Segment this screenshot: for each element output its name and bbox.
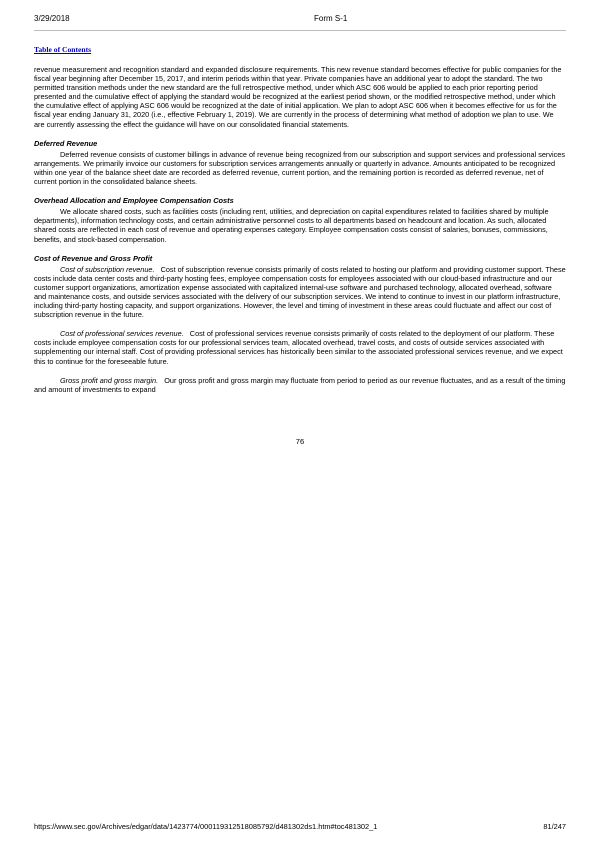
lead-cost-of-subscription: Cost of subscription revenue.	[60, 264, 155, 274]
header-date: 3/29/2018	[34, 14, 70, 23]
document-body	[34, 65, 566, 404]
page-number: 76	[295, 437, 305, 446]
footer-url: https://www.sec.gov/Archives/edgar/data/1423774/000119312518085792/d481302ds1.htm#toc481302_1	[34, 822, 378, 831]
text-cost-of-subscription: Cost of subscription revenue consists primarily of costs related to hosting our platform and providing customer support. These costs include data center costs and third-party hosting fees, employee compensation costs for employees associated with our cloud-based infrastructure and our customer support organizations, amortization expense associated with capitalized internal-use software and purchased technology, allocated overhead, software and maintenance costs, and outside services associated with the delivery of our subscription services. We intend to continue to invest in our platform infrastructure, including third-party hosting capacity, and support organizations. However, the level and timing of investment in these areas could fluctuate and affect our cost of subscription revenue in the future.	[34, 264, 566, 320]
table-of-contents-link[interactable]: Table of Contents	[34, 45, 92, 54]
paragraph-cost-of-subscription	[34, 265, 566, 320]
header-divider	[34, 30, 566, 31]
heading-overhead-allocation: Overhead Allocation and Employee Compensation Costs	[34, 196, 234, 206]
paragraph-deferred-revenue: Deferred revenue consists of customer billings in advance of revenue being recognized from our subscription and support services and professional services arrangements. We primarily invoice our customers for subscription services arrangements annually or quarterly in advance. Amounts anticipated to be recognized within one year of the balance sheet date are recorded as deferred revenue, current portion, and the remaining portion is recorded as deferred revenue, net of current portion in the consolidated balance sheets.	[34, 149, 565, 187]
heading-cost-of-revenue: Cost of Revenue and Gross Profit	[34, 253, 153, 263]
heading-deferred-revenue: Deferred Revenue	[34, 138, 98, 148]
page-header	[34, 14, 566, 24]
paragraph-overhead-allocation: We allocate shared costs, such as facilities costs (including rent, utilities, and depreciation on capital expenditures related to facilities shared by multiple departments), information technology costs, and certain administrative personnel costs to all departments based on headcount and location. As such, allocated shared costs are reflected in each cost of revenue and operating expenses category. Employee compensation costs consist of salaries, bonuses, commissions, benefits, and stock-based compensation.	[34, 207, 549, 244]
paragraph-cost-of-professional-services	[34, 329, 566, 365]
lead-cost-of-professional-services: Cost of professional services revenue.	[60, 329, 184, 339]
paragraph-gross-profit	[34, 376, 566, 394]
lead-gross-profit: Gross profit and gross margin.	[60, 375, 159, 385]
footer-page-count: 81/247	[543, 822, 566, 831]
text-cost-of-professional-services: Cost of professional services revenue consists primarily of costs related to the deployment of our platform. These costs include employee compensation costs for our professional services team, allocated overhead, travel costs, and costs of outside services associated with supplementing our internal staff. Cost of providing professional services has historically been similar to the associated professional services revenue, and we expect this to continue for the foreseeable future.	[34, 329, 563, 366]
paragraph-asc606: revenue measurement and recognition standard and expanded disclosure requirements. This new revenue standard becomes effective for public companies for the fiscal year beginning after December 15, 2017, and interim periods within that year. Private companies have an additional year to adopt the standard. The two permitted transition methods under the new standard are the full retrospective method, under which ASC 606 would be applied to each prior reporting period presented and the cumulative effect of applying the standard would be recognized at the earliest period shown, or the modified retrospective method, under which the cumulative effect of applying ASC 606 would be recognized at the date of initial application. We plan to adopt ASC 606 when it becomes effective for us for the fiscal year ending January 31, 2020 (i.e., effective February 1, 2019). We are currently in the process of determining what method of adoption we plan to use. We are currently assessing the effect the guidance will have on our consolidated financial statements.	[34, 65, 562, 129]
text-gross-profit: Our gross profit and gross margin may fluctuate from period to period as our revenue fluctuates, and as a result of the timing and amount of investments to expand	[34, 375, 566, 394]
header-form-title: Form S-1	[314, 14, 348, 23]
